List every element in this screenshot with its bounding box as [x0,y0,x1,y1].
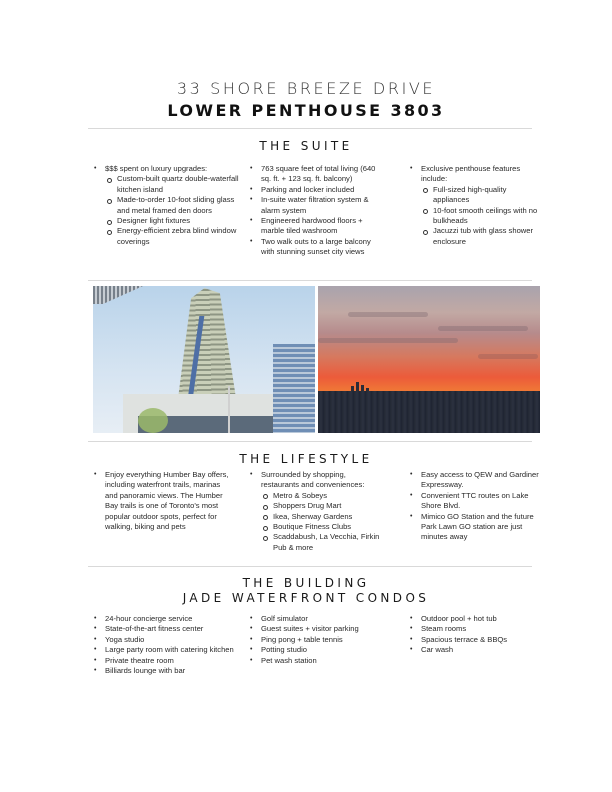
sub-list-item: Custom-built quartz double-waterfall kitchen island [105,174,242,195]
treeline [318,391,540,433]
list-item: • In-suite water filtration system & alarm system [248,195,386,216]
lamp-post [228,386,230,433]
list-item: • Exclusive penthouse features include: Full-sized high-quality appliances 10-foot smooth ceilings with no bulkheads Jacuzzi tub with glass shower enclosure [408,164,538,247]
list-item: • Golf simulator [248,614,388,624]
divider [88,566,532,567]
list-item: • State-of-the-art fitness center [92,624,252,634]
lifestyle-column-1 [92,470,232,532]
building-column-3 [408,614,543,656]
list-item: • Two walk outs to a large balcony with stunning sunset city views [248,237,386,258]
cloud [348,312,428,317]
sub-list-item: Jacuzzi tub with glass shower enclosure [421,226,538,247]
sub-list-item: Shoppers Drug Mart [261,501,383,511]
sub-list-item: Metro & Sobeys [261,491,383,501]
list-item: • Spacious terrace & BBQs [408,635,543,645]
page-title [0,78,612,122]
sub-list-item: Energy-efficient zebra blind window coverings [105,226,242,247]
list-item: • $$$ spent on luxury upgrades: Custom-built quartz double-waterfall kitchen island Made-to-order 10-foot sliding glass and metal framed den doors Designer light fixtures Energy-efficient zebra blind window coverings [92,164,242,247]
list-item: • Steam rooms [408,624,543,634]
divider [88,280,532,281]
divider [88,441,532,442]
building-column-1 [92,614,252,676]
list-item: • Car wash [408,645,543,655]
sub-list-item: 10-foot smooth ceilings with no bulkheads [421,206,538,227]
list-item: • Private theatre room [92,656,252,666]
sub-list-item: Ikea, Sherway Gardens [261,512,383,522]
list-item: • Guest suites + visitor parking [248,624,388,634]
address-title: 33 SHORE BREEZE DRIVE [176,79,436,98]
building-exterior-photo [93,286,315,433]
list-item: • 763 square feet of total living (640 sq. ft. + 123 sq. ft. balcony) [248,164,386,185]
list-item: • Mimico GO Station and the future Park Lawn GO station are just minutes away [408,512,543,543]
divider [88,128,532,129]
list-item: • 24-hour concierge service [92,614,252,624]
suite-column-2 [248,164,386,258]
sunset-view-photo [318,286,540,433]
list-item: • Yoga studio [92,635,252,645]
cloud [438,326,528,331]
list-item: • Parking and locker included [248,185,386,195]
list-item: • Billiards lounge with bar [92,666,252,676]
list-item: • Easy access to QEW and Gardiner Expressway. [408,470,543,491]
building-column-2 [248,614,388,666]
neighbor-tower-right [273,344,315,433]
suite-column-3 [408,164,538,247]
sub-list-item: Made-to-order 10-foot sliding glass and metal framed den doors [105,195,242,216]
list-item: • Surrounded by shopping, restaurants and conveniences: Metro & Sobeys Shoppers Drug Mart Ikea, Sherway Gardens Boutique Fitness Clubs Scaddabush, La Vecchia, Firkin Pub & more [248,470,383,553]
list-item: • Outdoor pool + hot tub [408,614,543,624]
lifestyle-column-3 [408,470,543,543]
sub-list-item: Scaddabush, La Vecchia, Firkin Pub & more [261,532,383,553]
list-item: • Ping pong + table tennis [248,635,388,645]
lifestyle-column-2 [248,470,383,553]
list-item: • Large party room with catering kitchen [92,645,252,655]
sub-list-item: Full-sized high-quality appliances [421,185,538,206]
section-subheading-building: JADE WATERFRONT CONDOS [182,591,430,605]
suite-column-1 [92,164,242,247]
sub-list-item: Designer light fixtures [105,216,242,226]
cloud [478,354,538,359]
sub-list-item: Boutique Fitness Clubs [261,522,383,532]
section-heading-lifestyle: THE LIFESTYLE [239,452,373,466]
unit-title: LOWER PENTHOUSE 3803 [167,101,445,120]
list-item: • Potting studio [248,645,388,655]
list-item: • Enjoy everything Humber Bay offers, including waterfront trails, marinas and panoramic views. The Humber Bay trails is one of Toronto's most popular outdoor spots, perfect for walking, biking and pets [92,470,232,532]
cloud [318,338,458,343]
list-item: • Convenient TTC routes on Lake Shore Blvd. [408,491,543,512]
list-item: • Pet wash station [248,656,388,666]
neighbor-tower-shape [93,286,143,304]
tree [138,408,168,433]
section-heading-building: THE BUILDING [242,576,370,590]
list-item: • Engineered hardwood floors + marble tiled washroom [248,216,386,237]
section-heading-suite: THE SUITE [259,139,353,153]
